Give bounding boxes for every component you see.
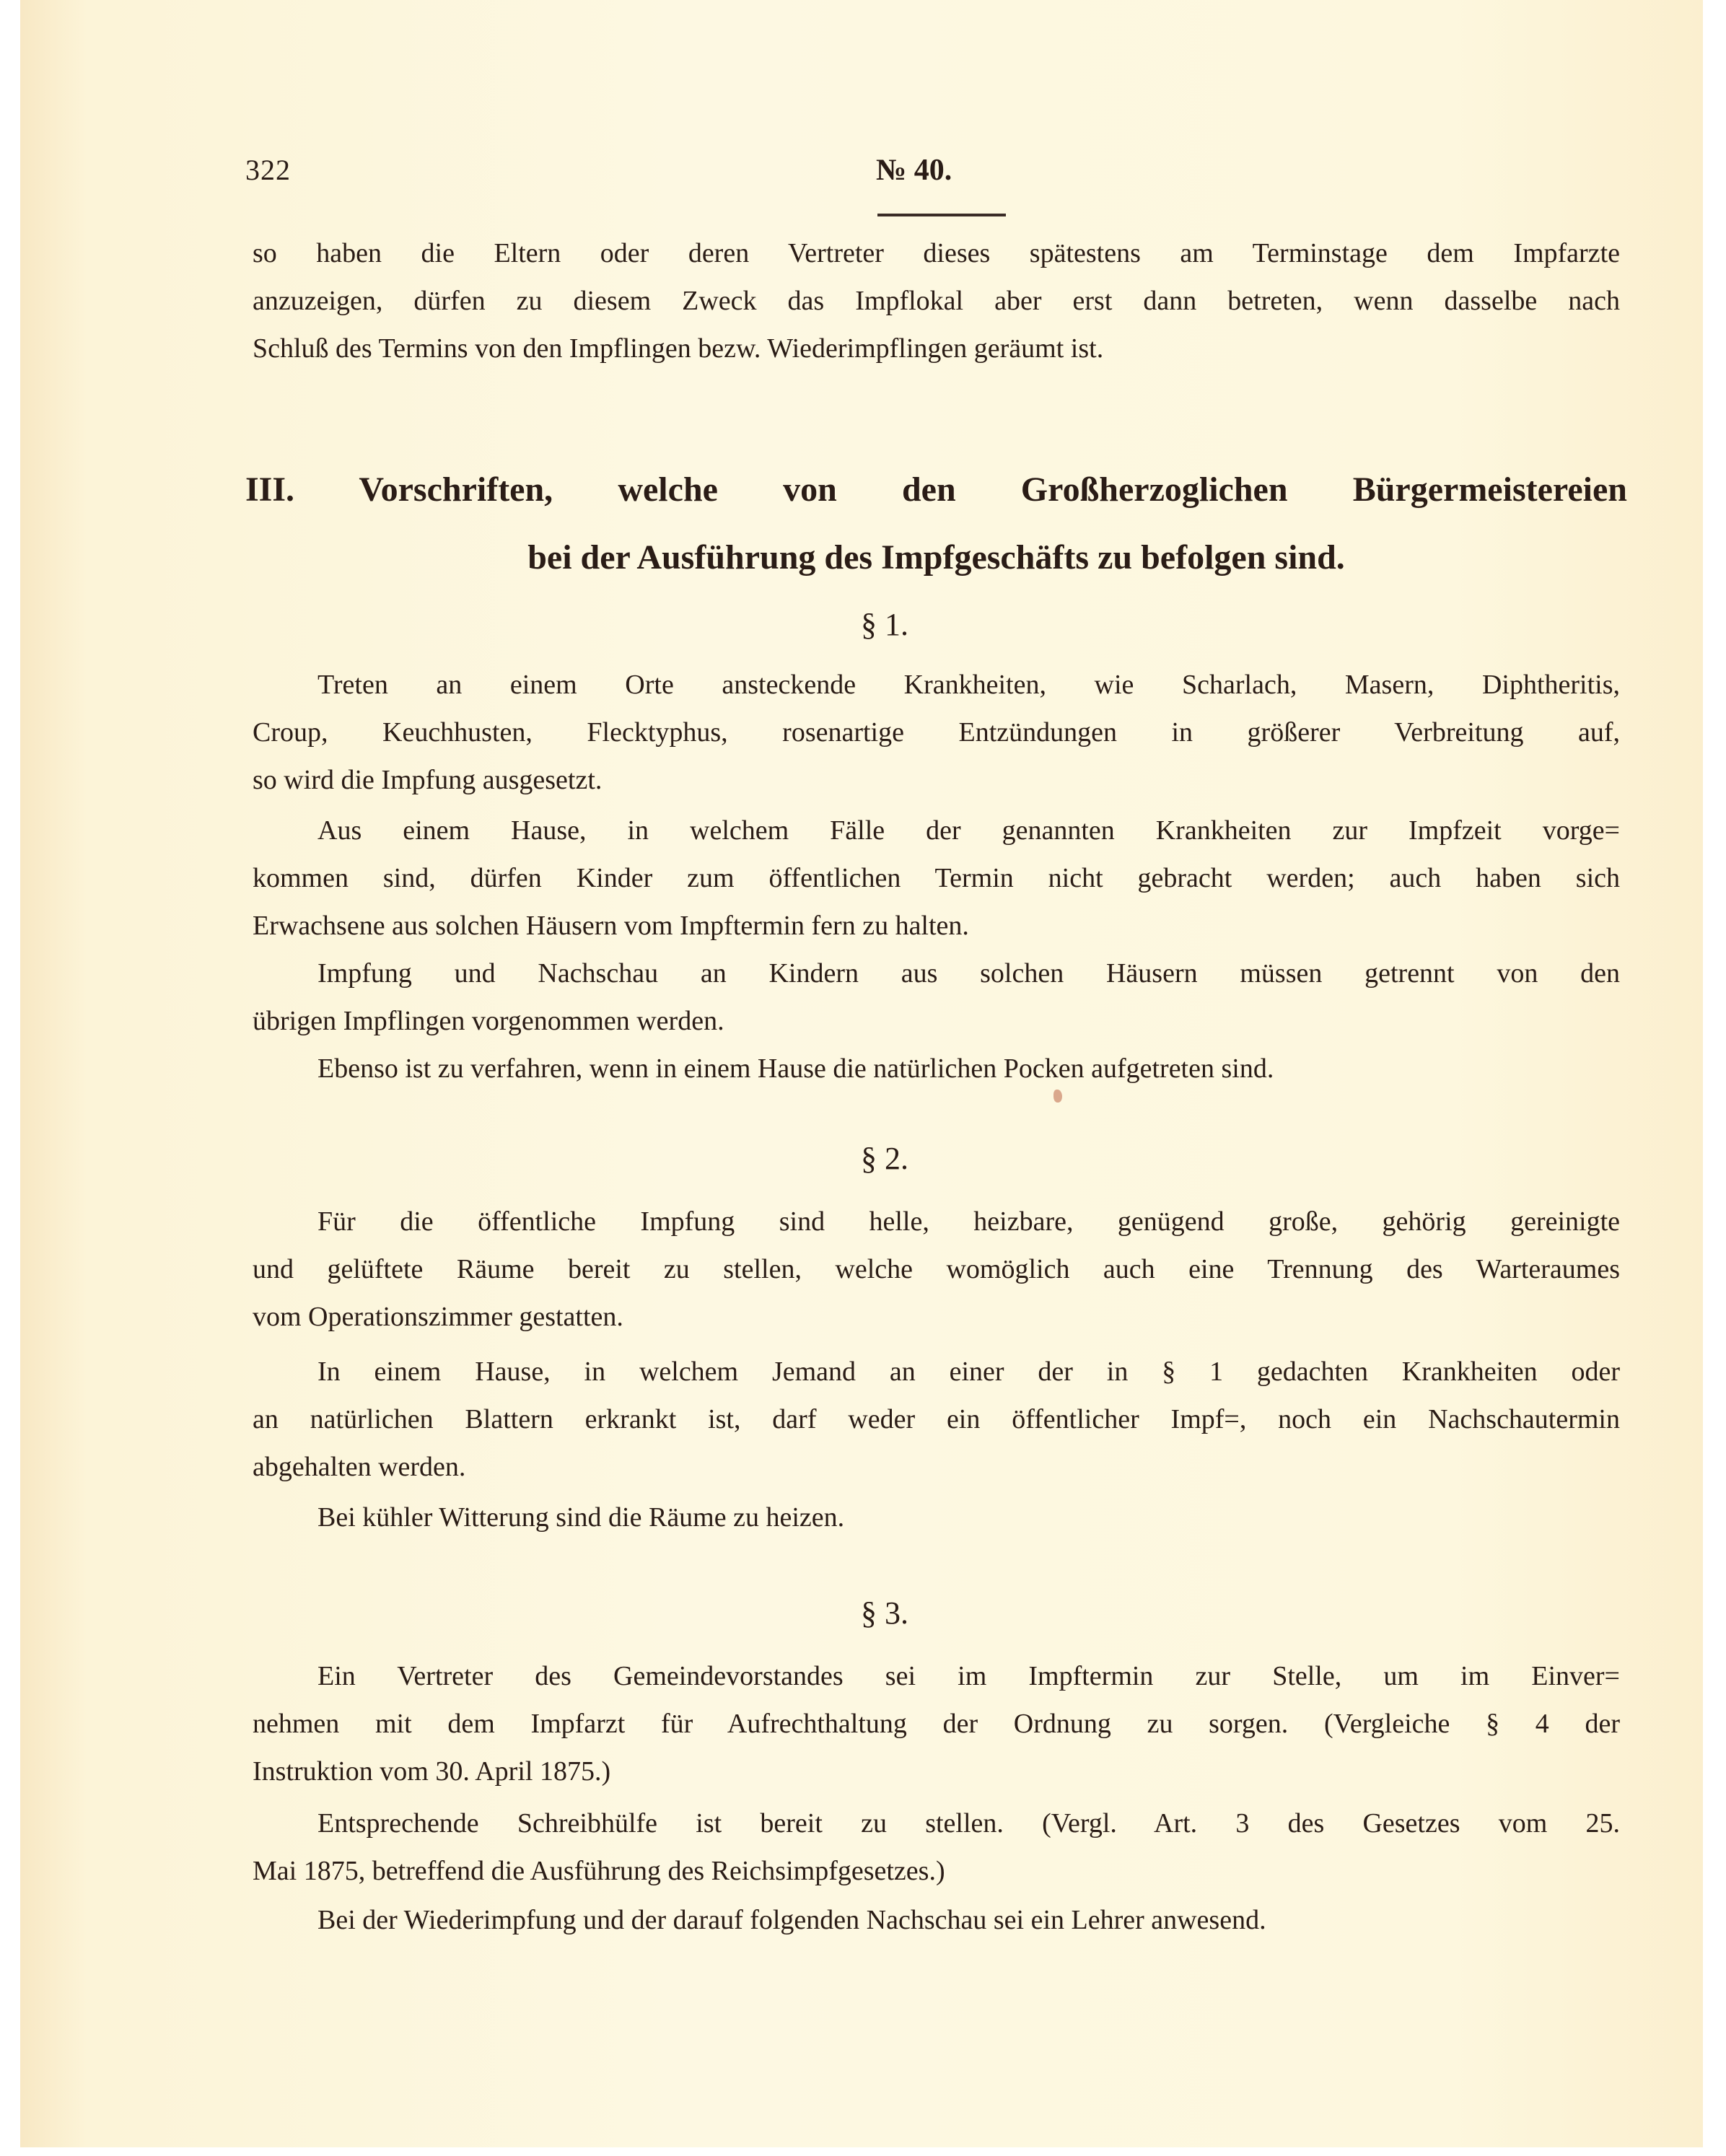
section-1-para-1 (253, 661, 1620, 804)
section-3-para-2 (253, 1800, 1620, 1895)
text-line: Treten an einem Orte ansteckende Krankheiten, wie Scharlach, Masern, Diphtheritis, (317, 670, 1620, 700)
text-line: kommen sind, dürfen Kinder zum öffentlichen Termin nicht gebracht werden; auch haben sich (253, 863, 1620, 893)
paragraph-mark-3 (0, 1595, 1726, 1631)
text-line: Schluß des Termins von den Impflingen bezw. Wiederimpflingen geräumt ist. (253, 333, 1104, 364)
text-line: Ebenso ist zu verfahren, wenn in einem Hause die natürlichen Pocken aufgetreten sind. (317, 1053, 1274, 1084)
paragraph-mark-1 (0, 606, 1726, 643)
text-line: und gelüftete Räume bereit zu stellen, welche womöglich auch eine Trennung des Warteraumes (253, 1254, 1620, 1284)
text-line: Bei kühler Witterung sind die Räume zu heizen. (317, 1502, 845, 1533)
section-2-para-1 (253, 1198, 1620, 1341)
text-line: nehmen mit dem Impfarzt für Aufrechthaltung der Ordnung zu sorgen. (Vergleiche § 4 der (253, 1709, 1620, 1739)
section-1-para-3 (253, 950, 1620, 1045)
paragraph-mark-label: § 3. (861, 1595, 908, 1631)
section-2-para-3 (253, 1494, 1620, 1541)
text-line: Croup, Keuchhusten, Flecktyphus, rosenartige Entzündungen in größerer Verbreitung auf, (253, 717, 1620, 748)
text-line: Entsprechende Schreibhülfe ist bereit zu stellen. (Vergl. Art. 3 des Gesetzes vom 25. (317, 1808, 1620, 1839)
text-line: Impfung und Nachschau an Kindern aus solchen Häusern müssen getrennt von den (317, 958, 1620, 989)
text-line: Aus einem Hause, in welchem Fälle der genannten Krankheiten zur Impfzeit vorge= (317, 815, 1620, 846)
section-1-para-4 (253, 1045, 1620, 1092)
section-1-para-2 (253, 807, 1620, 950)
text-line: so wird die Impfung ausgesetzt. (253, 765, 603, 795)
text-line: so haben die Eltern oder deren Vertreter dieses spätestens am Terminstage dem Impfarzte (253, 238, 1620, 268)
text-line: Für die öffentliche Impfung sind helle, heizbare, genügend große, gehörig gereinigte (317, 1206, 1620, 1237)
page-header (0, 153, 1726, 225)
text-line: Instruktion vom 30. April 1875.) (253, 1756, 611, 1787)
text-line: übrigen Impflingen vorgenommen werden. (253, 1006, 724, 1036)
section-2-para-2 (253, 1348, 1620, 1491)
heading-line: bei der Ausführung des Impfgeschäfts zu befolgen sind. (527, 538, 1345, 577)
text-line: anzuzeigen, dürfen zu diesem Zweck das Impflokal aber erst dann betreten, wenn dasselbe nach (253, 286, 1620, 316)
header-rule (877, 214, 1006, 216)
page-number: 322 (245, 154, 291, 186)
text-line: Ein Vertreter des Gemeindevorstandes sei im Impftermin zur Stelle, um im Einver= (317, 1661, 1620, 1691)
section-heading (245, 456, 1627, 592)
paragraph-mark-label: § 2. (861, 1141, 908, 1176)
paragraph-mark-2 (0, 1140, 1726, 1177)
issue-number: № 40. (876, 154, 952, 187)
paragraph-mark-label: § 1. (861, 607, 908, 642)
heading-line: III. Vorschriften, welche von den Großherzoglichen Bürgermeistereien (245, 470, 1627, 509)
section-3-para-1 (253, 1652, 1620, 1795)
text-line: Bei der Wiederimpfung und der darauf folgenden Nachschau sei ein Lehrer anwesend. (317, 1905, 1266, 1935)
text-line: Mai 1875, betreffend die Ausführung des Reichsimpfgesetzes.) (253, 1856, 945, 1886)
intro-paragraph (253, 229, 1620, 372)
text-line: In einem Hause, in welchem Jemand an einer der in § 1 gedachten Krankheiten oder (317, 1357, 1620, 1387)
text-line: vom Operationszimmer gestatten. (253, 1302, 623, 1332)
section-3-para-3 (253, 1896, 1620, 1944)
text-line: Erwachsene aus solchen Häusern vom Impftermin fern zu halten. (253, 911, 969, 941)
text-line: abgehalten werden. (253, 1452, 466, 1482)
text-line: an natürlichen Blattern erkrankt ist, darf weder ein öffentlicher Impf=, noch ein Nachschautermin (253, 1404, 1620, 1434)
